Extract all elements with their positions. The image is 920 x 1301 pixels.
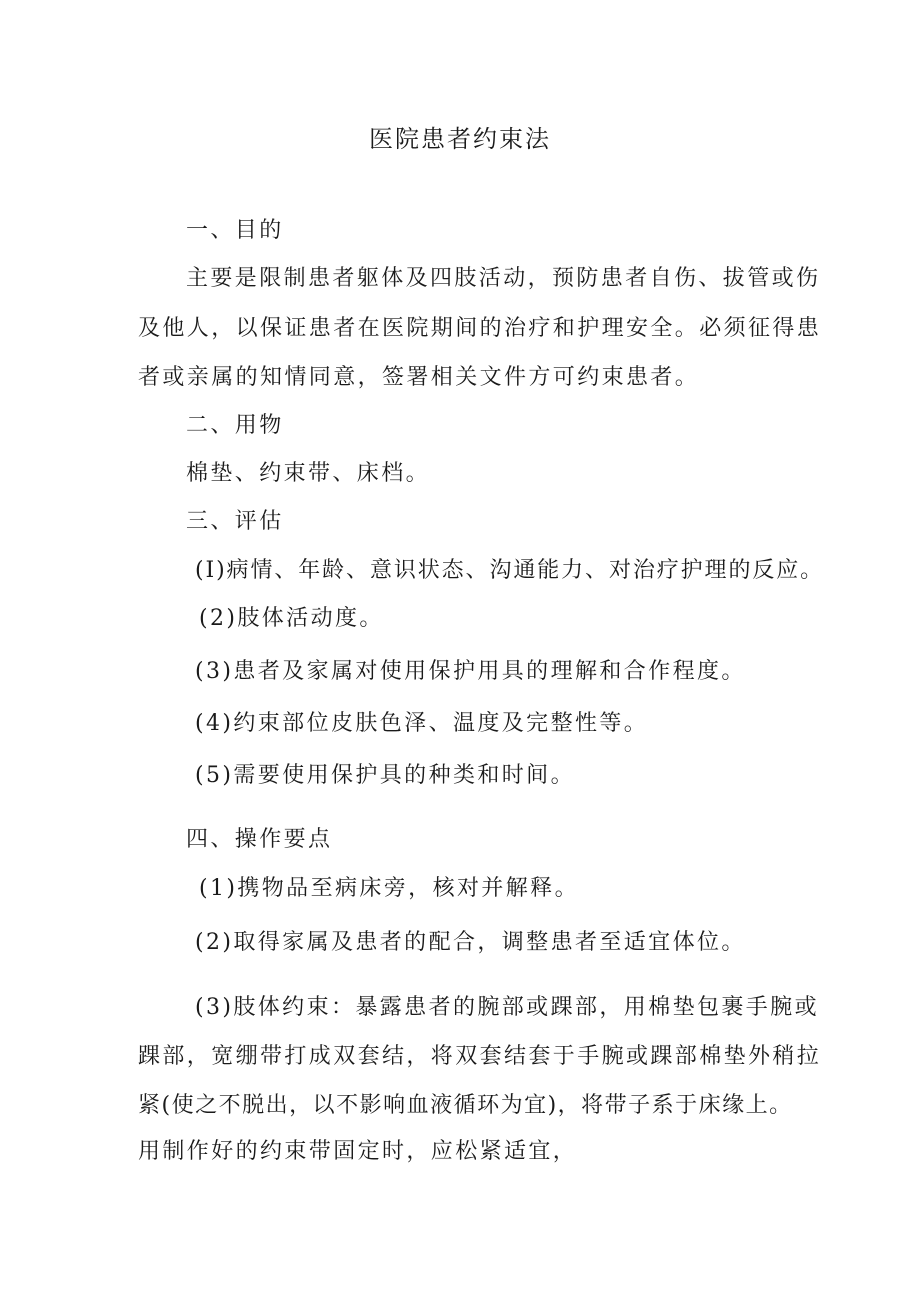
procedure-item-2: (2)取得家属及患者的配合，调整患者至适宜体位。 xyxy=(195,930,746,955)
supplies-text: 棉垫、约束带、床档。 xyxy=(186,461,431,486)
section-heading-supplies: 二、用物 xyxy=(186,413,284,438)
document-title: 医院患者约束法 xyxy=(369,125,551,153)
purpose-line-1: 主要是限制患者躯体及四肢活动，预防患者自伤、拔管或伤 xyxy=(186,266,821,291)
assessment-item-5: (5)需要使用保护具的种类和时间。 xyxy=(195,763,575,788)
procedure-item-3-line-3: 紧(使之不脱出，以不影响血液循环为宜)，将带子系于床缘上。 xyxy=(138,1093,793,1118)
procedure-item-1: (1)携物品至病床旁，核对并解释。 xyxy=(199,876,579,901)
assessment-item-3: (3)患者及家属对使用保护用具的理解和合作程度。 xyxy=(195,659,746,684)
procedure-item-3-line-1: (3)肢体约束：暴露患者的腕部或踝部，用棉垫包裹手腕或 xyxy=(195,995,819,1020)
purpose-line-2: 及他人，以保证患者在医院期间的治疗和护理安全。必须征得患 xyxy=(138,316,822,341)
procedure-item-3-line-4: 用制作好的约束带固定时，应松紧适宜， xyxy=(138,1139,578,1164)
section-heading-assessment: 三、评估 xyxy=(186,509,284,534)
purpose-line-3: 者或亲属的知情同意，签署相关文件方可约束患者。 xyxy=(138,365,700,390)
procedure-item-3-line-2: 踝部，宽绷带打成双套结，将双套结套于手腕或踝部棉垫外稍拉 xyxy=(138,1044,822,1069)
assessment-item-2: (2)肢体活动度。 xyxy=(199,606,384,631)
section-heading-procedure: 四、操作要点 xyxy=(186,827,333,852)
assessment-item-1: (I)病情、年龄、意识状态、沟通能力、对治疗护理的反应。 xyxy=(195,558,825,583)
assessment-item-4: (4)约束部位皮肤色泽、温度及完整性等。 xyxy=(195,711,649,736)
section-heading-purpose: 一、目的 xyxy=(186,218,284,243)
